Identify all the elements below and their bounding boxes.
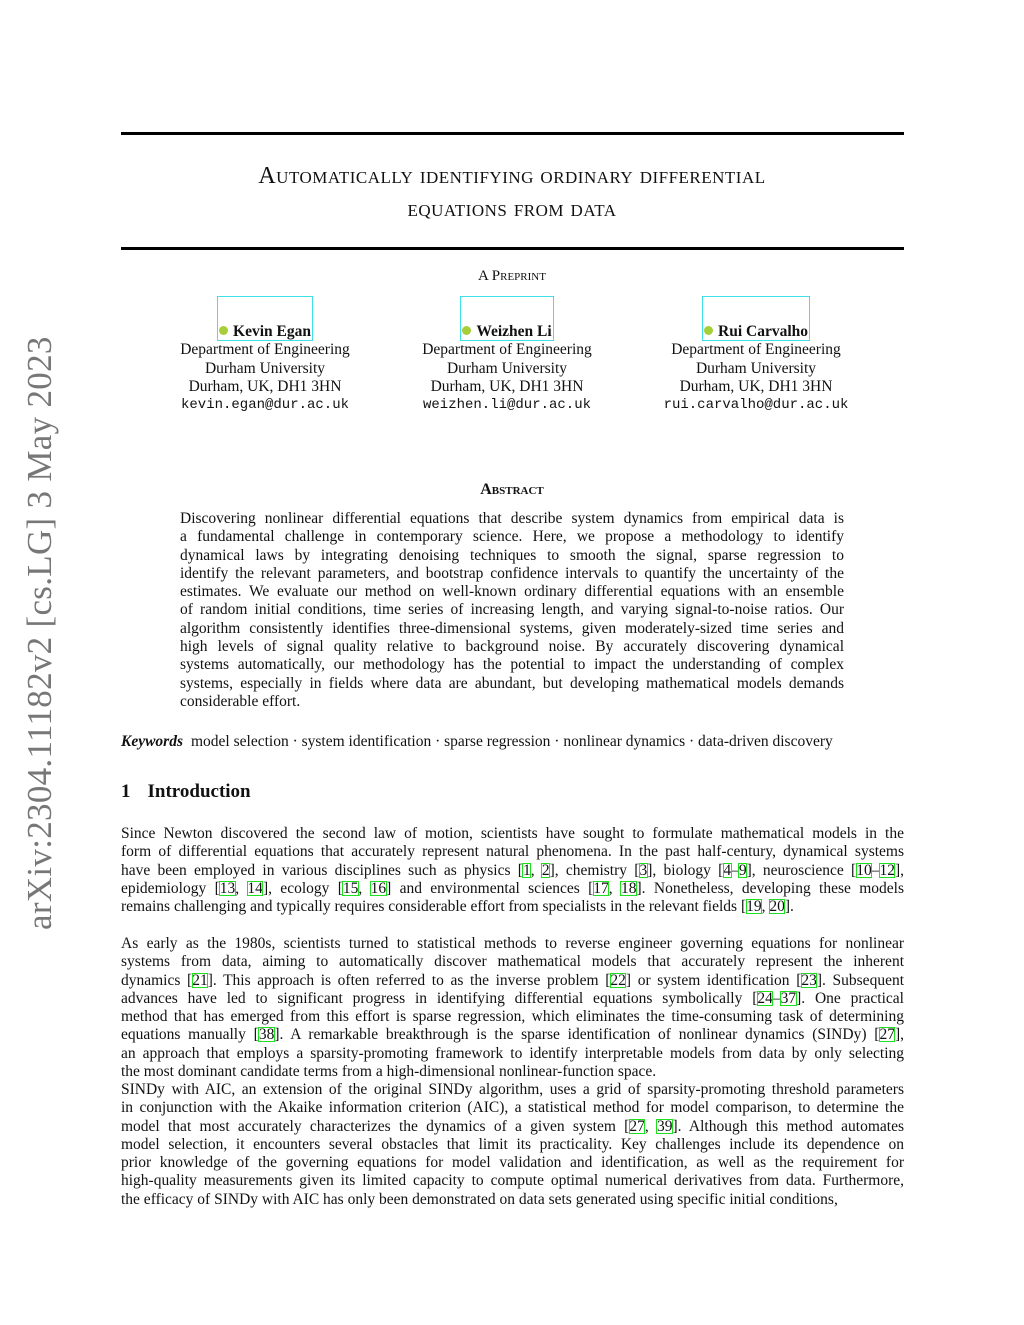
text-run: epidemiology <box>121 879 215 897</box>
author-university: Durham University <box>446 359 568 377</box>
citation: [27] <box>874 1026 901 1044</box>
text-run: . This approach is often referred to as the inverse problem <box>212 971 606 989</box>
paragraph-line <box>121 1118 904 1136</box>
citation-link-box[interactable] <box>723 863 732 878</box>
text-run: As early as the 1980s, scientists turned to statistical methods to reverse engineer governing equations for nonlinear <box>121 935 904 952</box>
paragraph-2 <box>121 935 904 1081</box>
text-run: model that most accurately characterizes the dynamics of a given system <box>121 1117 625 1135</box>
paragraph-line <box>121 880 904 898</box>
citation: [17, 18] <box>588 879 642 897</box>
text-run: the efficacy of SINDy with AIC has only been demonstrated on data sets generated using specific initial conditions, <box>121 1190 838 1208</box>
citation: [23] <box>796 971 823 989</box>
citation-link-box[interactable] <box>219 881 236 896</box>
text-run: , biology <box>652 861 719 879</box>
citation: [10–12] <box>851 861 901 879</box>
text-run: . Nonetheless, developing these models <box>641 879 904 897</box>
author-email[interactable]: kevin.egan@dur.ac.uk <box>180 397 350 414</box>
citation-link[interactable]: 17, 18 <box>593 879 637 897</box>
citation-link-box[interactable] <box>522 863 531 878</box>
text-run: remains challenging and typically requires considerable effort from specialists in the relevant fields <box>121 898 741 916</box>
section-number: 1 <box>121 781 131 802</box>
keywords-text: model selection · system identification · sparse regression · nonlinear dynamics · data-driven discovery <box>191 733 833 750</box>
text-run: , neuroscience <box>751 861 852 879</box>
text-run: in conjunction with the Akaike information criterion (AIC), a statistical method for model comparison, to determine the <box>121 1099 904 1117</box>
citation-link-box[interactable] <box>856 863 873 878</box>
citation-link-box[interactable] <box>192 973 209 988</box>
text-run: . One practical <box>801 989 904 1007</box>
text-run: model selection, it encounters several obstacles that limit its practicality. Key challenges include its dependence on <box>121 1135 904 1153</box>
abstract-line: estimates. We evaluate our method on well-known ordinary differential equations with an ensemble <box>180 583 844 601</box>
author-email[interactable]: rui.carvalho@dur.ac.uk <box>663 397 849 414</box>
text-run: an approach that employs a sparsity-promoting framework to identify interpretable models from data by only selecting <box>121 1044 904 1062</box>
section-title: Introduction <box>147 781 251 802</box>
author-block <box>135 296 395 414</box>
citation: [1, 2] <box>517 861 555 879</box>
citation-link[interactable]: 27 <box>879 1026 895 1044</box>
text-run: form of differential equations that accurately represent natural phenomena. In the past half-century, dynamical systems <box>121 843 904 861</box>
abstract-line: Discovering nonlinear differential equations that describe system dynamics from empirical data is <box>180 510 844 527</box>
citation: [19, 20] <box>740 898 791 916</box>
author-name-link[interactable] <box>217 296 313 341</box>
author-university: Durham University <box>695 359 817 377</box>
citation: [27, 39] <box>624 1117 678 1135</box>
text-run: and environmental sciences <box>391 879 589 897</box>
text-run: SINDy with AIC, an extension of the original SINDy algorithm, uses a grid of sparsity-promoting threshold parameters <box>121 1081 904 1098</box>
author-name-row <box>626 296 886 341</box>
citation-link[interactable]: 13, 14 <box>219 879 263 897</box>
paragraph-line <box>121 935 904 953</box>
text-run: . A remarkable breakthrough is the sparse identification of nonlinear dynamics (SINDy) <box>279 1026 875 1044</box>
citation-link[interactable]: 23 <box>801 971 817 989</box>
citation-link-box[interactable] <box>593 881 610 896</box>
text-run: , ecology <box>268 879 338 897</box>
citation-link-box[interactable] <box>746 899 763 914</box>
author-block <box>626 296 886 414</box>
paragraph-line <box>121 898 904 916</box>
paragraph-line <box>121 1172 904 1190</box>
citation: [22] <box>605 971 632 989</box>
citation: [15, 16] <box>337 879 392 897</box>
author-name: Weizhen Li <box>476 323 552 340</box>
abstract-line: high levels of signal quality relative to background noise. By accurately discovering dynamical <box>180 638 844 656</box>
keywords <box>121 733 833 751</box>
abstract-line: algorithm consistently identifies three-dimensional systems, given moderately-sized time series and <box>180 619 844 637</box>
citation-link-box[interactable] <box>247 881 264 896</box>
paragraph-line <box>121 1063 904 1081</box>
text-run: , <box>900 1026 904 1044</box>
arxiv-identifier[interactable]: arXiv:2304.11182v2 [cs.LG] 3 May 2023 <box>20 336 59 930</box>
citation-link-box[interactable] <box>879 863 896 878</box>
citation-link[interactable]: 4–9 <box>723 861 747 879</box>
author-name: Rui Carvalho <box>718 323 808 340</box>
citation-link[interactable]: 3 <box>639 861 648 879</box>
text-run: systems from data, aiming to automatically discover mathematical models that accurately represent the inherent <box>121 953 904 971</box>
abstract-line: of random initial conditions, time series of increasing length, and varying signal-to-noise ratios. Our <box>180 601 844 619</box>
citation-link-box[interactable] <box>610 973 627 988</box>
paragraph-line <box>121 862 904 880</box>
citation-link[interactable]: 24–37 <box>757 989 797 1007</box>
citation-link[interactable]: 27, 39 <box>629 1117 673 1135</box>
title-line-2: equations from data <box>407 196 617 222</box>
abstract-line: considerable effort. <box>180 692 301 710</box>
text-run: or system identification <box>631 971 797 989</box>
citation-link[interactable]: 1, 2 <box>522 861 550 879</box>
citation: [24–37] <box>752 989 802 1007</box>
citation: [4–9] <box>718 861 752 879</box>
author-name-link[interactable] <box>702 296 810 341</box>
author-department: Department of Engineering <box>422 341 592 359</box>
citation-link[interactable]: 19, 20 <box>746 898 785 916</box>
paragraph-line <box>121 1081 904 1099</box>
abstract-line: systems automatically, our methodology has the potential to impact the understanding of complex <box>180 656 844 674</box>
preprint-label: A Preprint <box>478 268 546 284</box>
paragraph-line <box>121 1008 904 1026</box>
citation-link-box[interactable] <box>342 881 359 896</box>
citation: [38] <box>253 1026 280 1044</box>
citation-link[interactable]: 10–12 <box>856 861 895 879</box>
paragraph-line <box>121 953 904 971</box>
citation: [13, 14] <box>214 879 269 897</box>
orcid-icon[interactable] <box>462 326 471 335</box>
paragraph-line <box>121 1154 904 1172</box>
citation-link-box[interactable] <box>258 1027 275 1042</box>
paragraph-line <box>121 843 904 861</box>
orcid-icon[interactable] <box>704 326 713 335</box>
keywords-label: Keywords <box>121 733 183 750</box>
text-run: method that has emerged from this effort is sparse regression, which eliminates the time-consuming task of determining <box>121 1008 904 1026</box>
paragraph-line <box>121 1136 904 1154</box>
citation-link[interactable]: 15, 16 <box>342 879 387 897</box>
author-name-row <box>377 296 637 341</box>
abstract-line: systems, especially in fields where data are abundant, but developing mathematical models demands <box>180 674 844 692</box>
citation: [21] <box>187 971 213 989</box>
citation: [3] <box>634 861 653 879</box>
paragraph-1 <box>121 825 904 916</box>
top-rule <box>121 132 904 135</box>
text-run: , <box>900 861 904 879</box>
author-email[interactable]: weizhen.li@dur.ac.uk <box>422 397 592 414</box>
text-run: , chemistry <box>554 861 635 879</box>
text-run: dynamics <box>121 971 188 989</box>
author-address: Durham, UK, DH1 3HN <box>430 377 584 395</box>
citation-link-box[interactable] <box>801 973 818 988</box>
text-run: . Subsequent <box>822 971 904 989</box>
citation-link-box[interactable] <box>370 881 387 896</box>
paragraph-line <box>121 972 904 990</box>
citation-link[interactable]: 21 <box>192 971 208 989</box>
citation-link-box[interactable] <box>639 863 648 878</box>
paragraph-3 <box>121 1081 904 1209</box>
author-name-link[interactable] <box>460 296 553 341</box>
citation-link-box[interactable] <box>620 881 637 896</box>
author-name-row <box>135 296 395 341</box>
title-line-1: Automatically identifying ordinary differential <box>258 163 766 189</box>
abstract-line: dynamical laws by integrating denoising techniques to smooth the signal, sparse regression to <box>180 546 844 564</box>
abstract-text <box>180 510 844 711</box>
citation-link-box[interactable] <box>780 991 797 1006</box>
text-run: equations manually <box>121 1026 254 1044</box>
text-run: high-quality measurements given its limited capacity to compute optimal numerical derivatives from data. Furthermore, <box>121 1172 904 1190</box>
paragraph-line <box>121 1045 904 1063</box>
text-run: have been employed in various disciplines such as physics <box>121 861 518 879</box>
author-name: Kevin Egan <box>233 323 311 340</box>
paragraph-line <box>121 825 904 843</box>
paragraph-line <box>121 1191 904 1209</box>
author-department: Department of Engineering <box>671 341 841 359</box>
abstract-line: a fundamental challenge in contemporary science. Here, we propose a methodology to identify <box>180 528 844 546</box>
paragraph-line <box>121 1026 904 1044</box>
bottom-rule <box>121 247 904 250</box>
section-heading <box>121 781 251 803</box>
text-run: . Although this method automates <box>677 1117 904 1135</box>
citation-link-box[interactable] <box>629 1119 646 1134</box>
text-run: advances have led to significant progress in identifying differential equations symbolically <box>121 989 753 1007</box>
text-run: the most dominant candidate terms from a high-dimensional nonlinear-function space. <box>121 1063 657 1081</box>
citation-link-box[interactable] <box>656 1119 673 1134</box>
orcid-icon[interactable] <box>219 326 228 335</box>
author-department: Department of Engineering <box>180 341 350 359</box>
citation-link[interactable]: 22 <box>610 971 626 989</box>
citation-link-box[interactable] <box>757 991 774 1006</box>
citation-link-box[interactable] <box>769 899 786 914</box>
author-university: Durham University <box>204 359 326 377</box>
citation-link-box[interactable] <box>738 863 747 878</box>
citation-link[interactable]: 38 <box>258 1026 275 1044</box>
abstract-line: identify the relevant parameters, and bootstrap confidence intervals to quantify the uncertainty of the <box>180 564 844 582</box>
text-run: . <box>790 898 794 916</box>
author-block <box>377 296 637 414</box>
text-run: prior knowledge of the governing equations for model validation and identification, as well as the requirement for <box>121 1154 904 1172</box>
citation-link-box[interactable] <box>541 863 550 878</box>
citation-link-box[interactable] <box>879 1027 896 1042</box>
author-address: Durham, UK, DH1 3HN <box>679 377 833 395</box>
text-run: Since Newton discovered the second law of motion, scientists have sought to formulate mathematical models in the <box>121 825 904 842</box>
paragraph-line <box>121 1099 904 1117</box>
abstract-heading: Abstract <box>480 481 544 498</box>
author-address: Durham, UK, DH1 3HN <box>188 377 342 395</box>
